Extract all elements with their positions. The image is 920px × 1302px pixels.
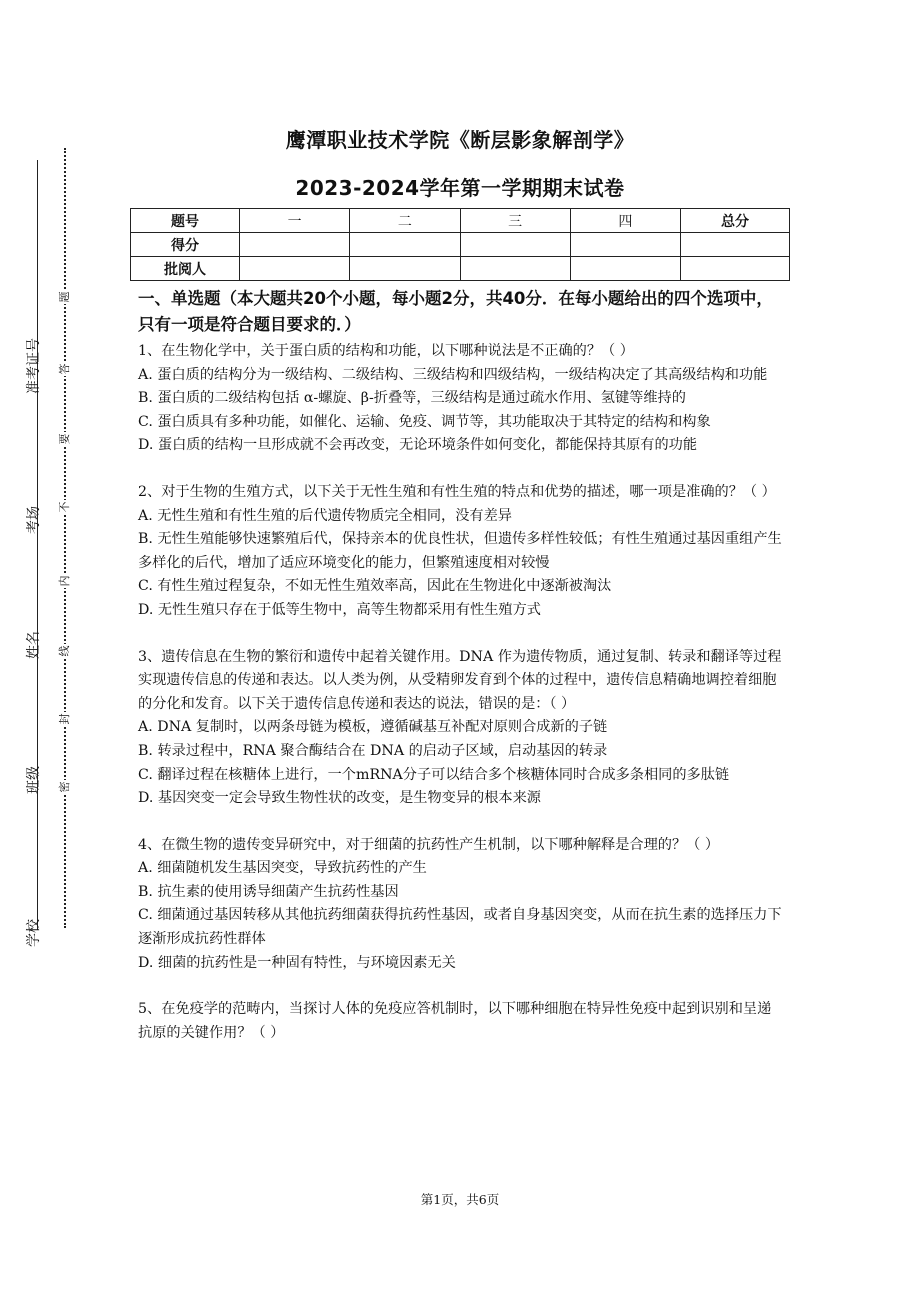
score-cell[interactable] [460, 233, 570, 257]
option-b: B. 无性生殖能够快速繁殖后代，保持亲本的优良性状，但遗传多样性较低；有性生殖通过基因重组产生多样化的后代，增加了适应环境变化的能力，但繁殖速度相对较慢 [138, 531, 782, 571]
option-c: C. 细菌通过基因转移从其他抗药细菌获得抗药性基因，或者自身基因突变，从而在抗生素的选择压力下逐渐形成抗药性群体 [138, 907, 782, 948]
score-row-label: 得分 [131, 233, 240, 257]
question-5 [138, 998, 784, 1045]
option-a: A. DNA 复制时，以两条母链为模板，遵循碱基互补配对原则合成新的子链 [138, 719, 608, 736]
option-d: D. 基因突变一定会导致生物性状的改变，是生物变异的根本来源 [138, 790, 541, 807]
seal-char: 内 [58, 575, 71, 587]
option-b: B. 抗生素的使用诱导细菌产生抗药性基因 [138, 883, 399, 900]
grader-row [131, 257, 790, 281]
exam-subtitle: 2023-2024学年第一学期期末试卷 [295, 176, 625, 200]
question-3 [138, 646, 784, 811]
question-stem: 1、在生物化学中，关于蛋白质的结构和功能，以下哪种说法是不正确的？（ ） [138, 343, 634, 359]
grader-cell[interactable] [681, 257, 790, 281]
seal-char: 密 [58, 781, 71, 793]
field-exam-number: 准考证号 [26, 338, 42, 394]
option-c: C. 蛋白质具有多种功能，如催化、运输、免疫、调节等，其功能取决于其特定的结构和构象 [138, 413, 711, 430]
option-c: C. 有性生殖过程复杂，不如无性生殖效率高，因此在生物进化中逐渐被淘汰 [138, 578, 612, 595]
score-cell[interactable] [570, 233, 680, 257]
grader-row-label: 批阅人 [131, 257, 240, 281]
option-a: A. 无性生殖和有性生殖的后代遗传物质完全相同，没有差异 [138, 507, 512, 524]
option-c: C. 翻译过程在核糖体上进行，一个mRNA分子可以结合多个核糖体同时合成多条相同的多肽链 [138, 766, 730, 783]
binding-line [37, 160, 38, 930]
score-cell[interactable] [681, 233, 790, 257]
seal-char: 答 [58, 363, 71, 375]
score-row [131, 233, 790, 257]
grader-cell[interactable] [350, 257, 460, 281]
question-1 [138, 340, 784, 458]
question-4 [138, 834, 784, 976]
grader-cell[interactable] [570, 257, 680, 281]
seal-char: 题 [58, 291, 71, 303]
section-heading: 一、单选题（本大题共20个小题，每小题2分，共40分．在每小题给出的四个选项中，只有一项是符合题目要求的．） [138, 289, 773, 334]
score-table-header-row [131, 209, 790, 233]
score-header-cell: 三 [460, 209, 570, 233]
score-header-cell: 题号 [131, 209, 240, 233]
option-a: A. 细菌随机发生基因突变，导致抗药性的产生 [138, 860, 427, 877]
question-stem: 2、对于生物的生殖方式，以下关于无性生殖和有性生殖的特点和优势的描述，哪一项是准确的？（ ） [138, 483, 776, 500]
field-class: 班级 [26, 766, 42, 794]
seal-char: 要 [58, 433, 71, 445]
field-school: 学校 [26, 919, 42, 947]
score-cell[interactable] [350, 233, 460, 257]
question-2 [138, 481, 784, 623]
page-number: 第1页，共6页 [420, 1192, 500, 1207]
score-header-cell: 四 [570, 209, 680, 233]
option-d: D. 细菌的抗药性是一种固有特性，与环境因素无关 [138, 954, 456, 971]
seal-char: 线 [58, 645, 71, 657]
field-exam-room: 考场 [26, 506, 42, 534]
score-table [130, 208, 790, 281]
seal-char: 不 [58, 501, 71, 513]
option-d: D. 蛋白质的结构一旦形成就不会再改变，无论环境条件如何变化，都能保持其原有的功能 [138, 437, 698, 454]
field-name: 姓名 [26, 631, 42, 659]
seal-dotted-line [64, 148, 66, 928]
option-d: D. 无性生殖只存在于低等生物中，高等生物都采用有性生殖方式 [138, 601, 541, 618]
option-b: B. 蛋白质的二级结构包括 α-螺旋、β-折叠等，三级结构是通过疏水作用、氢键等维持的 [138, 390, 686, 407]
seal-char: 封 [58, 713, 71, 725]
score-header-cell: 一 [240, 209, 350, 233]
score-header-cell: 二 [350, 209, 460, 233]
exam-title: 鹰潭职业技术学院《断层影象解剖学》 [285, 128, 635, 152]
score-cell[interactable] [240, 233, 350, 257]
option-a: A. 蛋白质的结构分为一级结构、二级结构、三级结构和四级结构，一级结构决定了其高级结构和功能 [138, 366, 768, 383]
question-stem: 3、遗传信息在生物的繁衍和遗传中起着关键作用。DNA 作为遗传物质，通过复制、转录和翻译等过程实现遗传信息的传递和表达。以人类为例，从受精卵发育到个体的过程中，遗传信息精确地调控着细胞的分化和发育。以下关于遗传信息传递和表达的说法，错误的是：（ ） [138, 648, 782, 712]
question-content [138, 286, 784, 1068]
option-b: B. 转录过程中，RNA 聚合酶结合在 DNA 的启动子区域，启动基因的转录 [138, 742, 608, 759]
score-header-cell: 总分 [681, 209, 790, 233]
question-stem: 4、在微生物的遗传变异研究中，对于细菌的抗药性产生机制，以下哪种解释是合理的？（ ） [138, 836, 720, 853]
question-stem: 5、在免疫学的范畴内，当探讨人体的免疫应答机制时，以下哪种细胞在特异性免疫中起到识别和呈递抗原的关键作用？（ ） [138, 1001, 772, 1041]
grader-cell[interactable] [460, 257, 570, 281]
grader-cell[interactable] [240, 257, 350, 281]
